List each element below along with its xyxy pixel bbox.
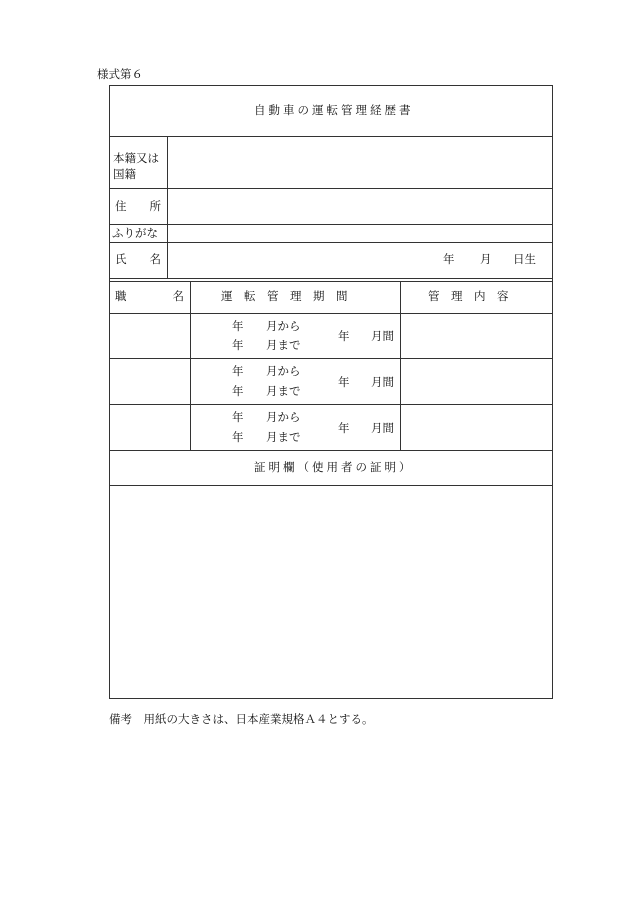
duration-year: 年 [338,375,350,389]
duration-year: 年 [338,421,350,435]
from-month: 月から [266,364,301,378]
birth-day: 日生 [513,252,536,266]
column-divider [190,281,191,450]
to-year: 年 [232,430,244,444]
to-month: 月まで [266,430,301,444]
double-divider [109,281,553,282]
from-month: 月から [266,319,301,333]
furigana-label: ふりがな [112,226,158,240]
to-year: 年 [232,384,244,398]
birth-year: 年 [443,252,455,266]
divider [109,242,553,243]
divider [109,313,553,314]
from-year: 年 [232,410,244,424]
duration-month: 月間 [371,329,394,343]
content-header: 管 理 内 容 [428,289,509,303]
from-year: 年 [232,364,244,378]
label-column-divider [167,136,168,278]
form-title: 自動車の運転管理経歴書 [254,103,414,117]
duration-year: 年 [338,329,350,343]
domicile-label: 本籍又は 国籍 [113,151,159,181]
to-month: 月まで [266,338,301,352]
to-month: 月まで [266,384,301,398]
certification-label: 証明欄（使用者の証明） [254,460,414,474]
from-year: 年 [232,319,244,333]
divider [109,188,553,189]
column-divider [400,281,401,450]
divider [109,450,553,451]
certification-area [110,486,552,698]
double-divider [109,278,553,279]
position-header: 職 名 [115,289,184,303]
divider [109,224,553,225]
to-year: 年 [232,338,244,352]
duration-month: 月間 [371,421,394,435]
divider [109,136,553,137]
name-label: 氏 名 [115,252,161,266]
footnote: 備考 用紙の大きさは、日本産業規格Ａ４とする。 [109,712,374,726]
divider [109,404,553,405]
from-month: 月から [266,410,301,424]
divider [109,358,553,359]
form-number: 様式第６ [97,67,143,81]
address-label: 住 所 [115,199,161,213]
birth-month: 月 [480,252,492,266]
duration-month: 月間 [371,375,394,389]
period-header: 運 転 管 理 期 間 [221,289,348,303]
